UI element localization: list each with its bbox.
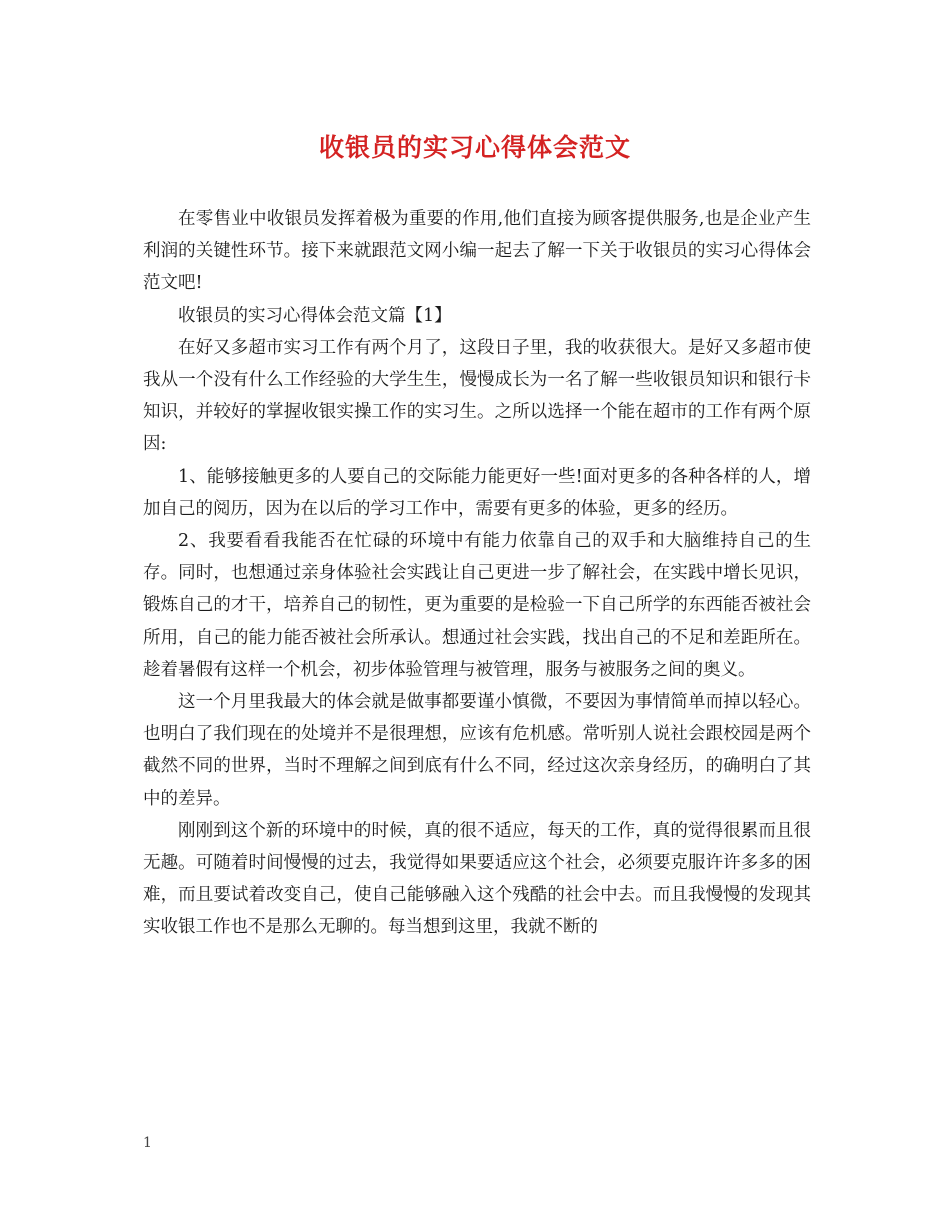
paragraph: 这一个月里我最大的体会就是做事都要谨小慎微，不要因为事情简单而掉以轻心。也明白了我们现在的处境并不是很理想，应该有危机感。常听别人说社会跟校园是两个截然不同的世界，当时不理解之间到底有什么不同，经过这次亲身经历，的确明白了其中的差异。 — [143, 692, 811, 809]
document-title: 收银员的实习心得体会范文 — [318, 133, 631, 162]
page-number: 1 — [143, 1135, 152, 1151]
paragraph: 刚刚到这个新的环境中的时候，真的很不适应，每天的工作，真的觉得很累而且很无趣。可随着时间慢慢的过去，我觉得如果要适应这个社会，必须要克服许许多多的困难，而且要试着改变自己，使自己能够融入这个残酷的社会中去。而且我慢慢的发现其实收银工作也不是那么无聊的。每当想到这里，我就不断的 — [143, 820, 811, 938]
paragraph: 在好又多超市实习工作有两个月了，这段日子里，我的收获很大。是好又多超市使我从一个没有什么工作经验的大学生生，慢慢成长为一名了解一些收银员知识和银行卡知识，并较好的掌握收银实操工作的实习生。之所以选择一个能在超市的工作有两个原因: — [143, 337, 811, 455]
section-heading: 收银员的实习心得体会范文篇【1】 — [178, 305, 452, 326]
document-body — [143, 203, 811, 944]
paragraph: 2、我要看看我能否在忙碌的环境中有能力依靠自己的双手和大脑维持自己的生存。同时，也想通过亲身体验社会实践让自己更进一步了解社会，在实践中增长见识，锻炼自己的才干，培养自己的韧性，更为重要的是检验一下自己所学的东西能否被社会所用，自己的能力能否被社会所承认。想通过社会实践，找出自己的不足和差距所在。趁着暑假有这样一个机会，初步体验管理与被管理，服务与被服务之间的奥义。 — [143, 531, 811, 680]
paragraph: 1、能够接触更多的人要自己的交际能力能更好一些!面对更多的各种各样的人，增加自己的阅历，因为在以后的学习工作中，需要有更多的体验，更多的经历。 — [143, 466, 811, 519]
paragraph-intro: 在零售业中收银员发挥着极为重要的作用,他们直接为顾客提供服务,也是企业产生利润的关键性环节。接下来就跟范文网小编一起去了解一下关于收银员的实习心得体会范文吧! — [143, 209, 811, 294]
